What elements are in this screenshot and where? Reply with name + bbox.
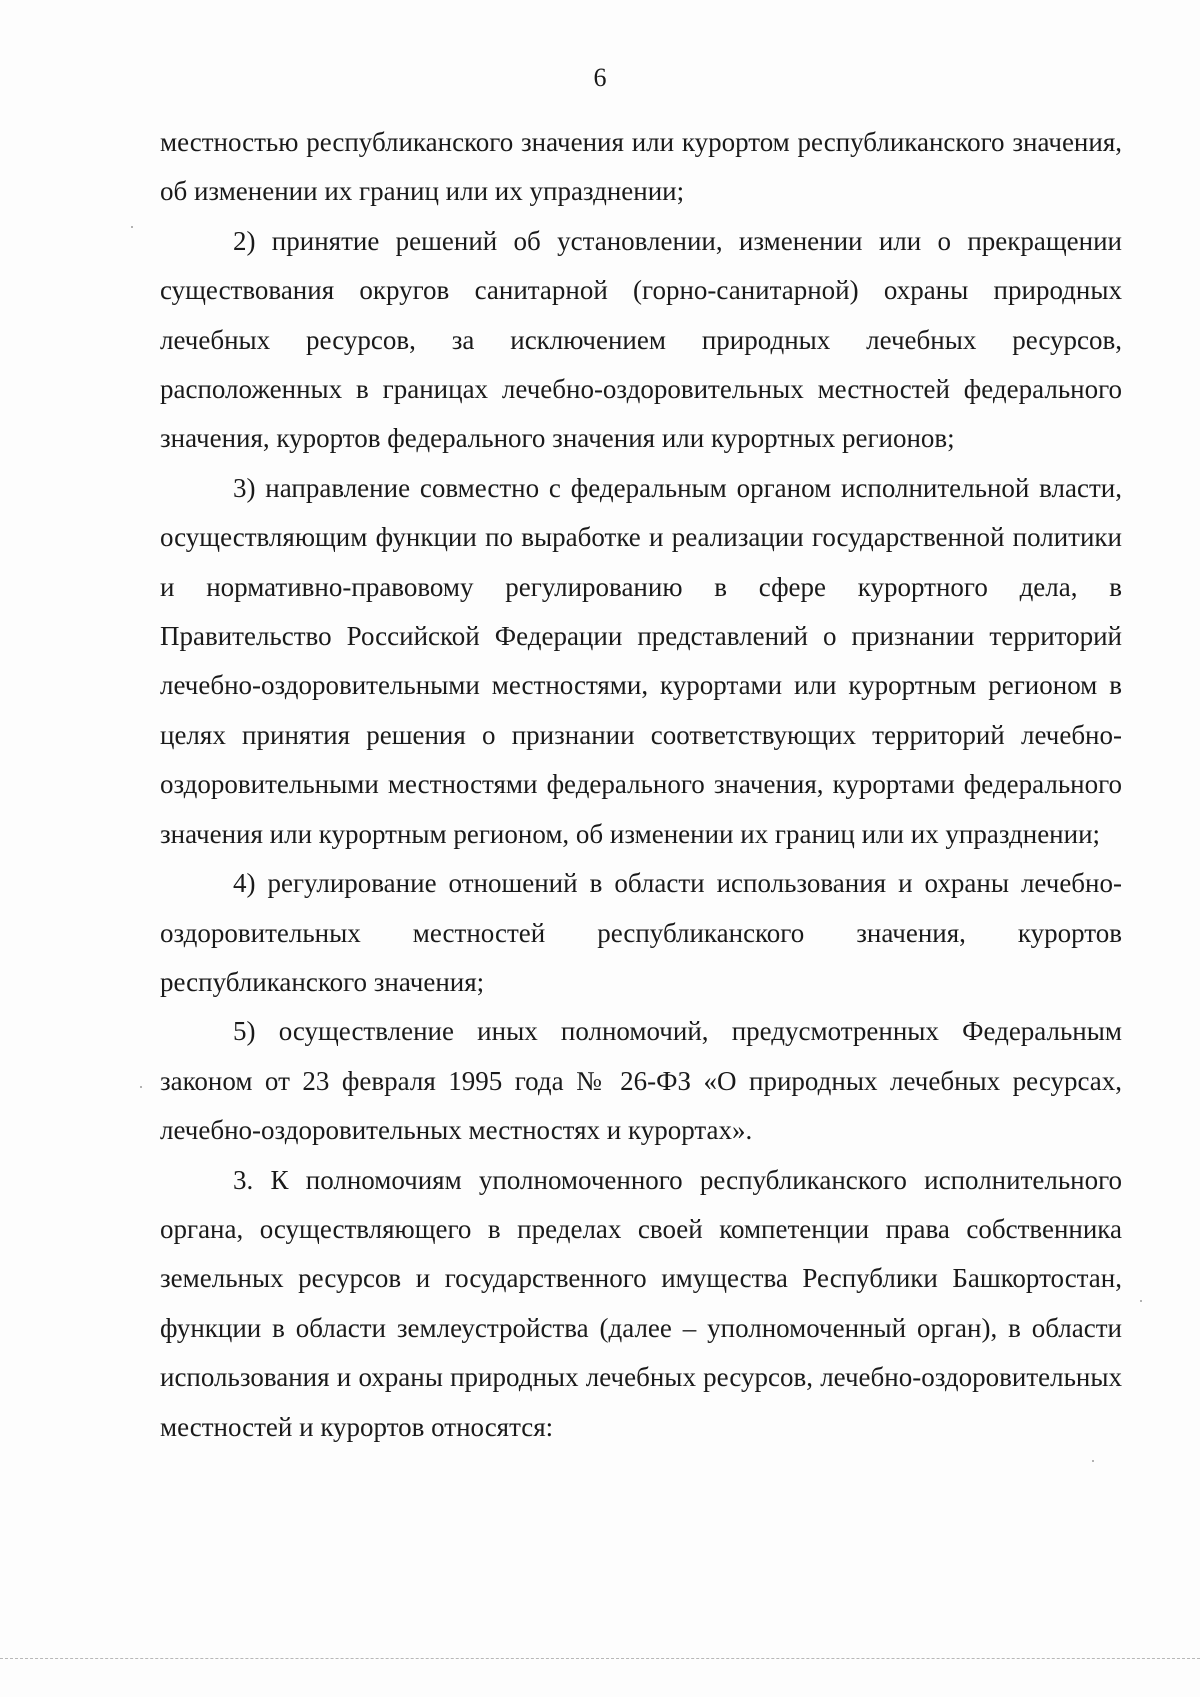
scan-speck xyxy=(131,226,133,228)
paragraph-item-2: 2) принятие решений об установлении, изменении или о прекращении существования округов санитарной (горно-санитарной) охраны природных лечебных ресурсов, за исключением природных лечебных ресурсов, расположенных в границах лечебно-оздоровительных местностей федерального значения, курортов федерального значения или курортных регионов; xyxy=(160,225,1122,454)
paragraph-item-4: 4) регулирование отношений в области использования и охраны лечебно-оздоровительных местностей республиканского значения, курортов республиканского значения; xyxy=(160,868,1122,997)
page-number: 6 xyxy=(593,63,607,92)
paragraph-section-3: 3. К полномочиям уполномоченного республиканского исполнительного органа, осуществляющего в пределах своей компетенции права собственника земельных ресурсов и государственного имущества Республики Башкортостан, функции в области землеустройства (далее – уполномоченный орган), в области использования и охраны природных лечебных ресурсов, лечебно-оздоровительных местностей и курортов относятся: xyxy=(160,1164,1122,1442)
paragraph-continuation: местностью республиканского значения или курортом республиканского значения, об изменении их границ или их упразднении; xyxy=(160,127,1122,207)
paragraph-item-5: 5) осуществление иных полномочий, предусмотренных Федеральным законом от 23 февраля 1995 года № 26-ФЗ «О природных лечебных ресурсах, лечебно-оздоровительных местностях и курортах». xyxy=(160,1016,1122,1146)
document-body xyxy=(160,118,1122,1452)
paragraph-item-3: 3) направление совместно с федеральным органом исполнительной власти, осуществляющим функции по выработке и реализации государственной политики и нормативно-правовому регулированию в сфере курортного дела, в Правительство Российской Федерации представлений о признании территорий лечебно-оздоровительными местностями, курортами или курортным регионом в целях принятия решения о признании соответствующих территорий лечебно-оздоровительными местностями федерального значения, курортами федерального значения или курортным регионом, об изменении их границ или их упразднении; xyxy=(160,472,1122,849)
scan-speck xyxy=(1140,1300,1142,1302)
scan-speck xyxy=(140,1086,142,1088)
scan-edge-line xyxy=(0,1658,1200,1659)
scan-speck xyxy=(1092,1460,1094,1462)
